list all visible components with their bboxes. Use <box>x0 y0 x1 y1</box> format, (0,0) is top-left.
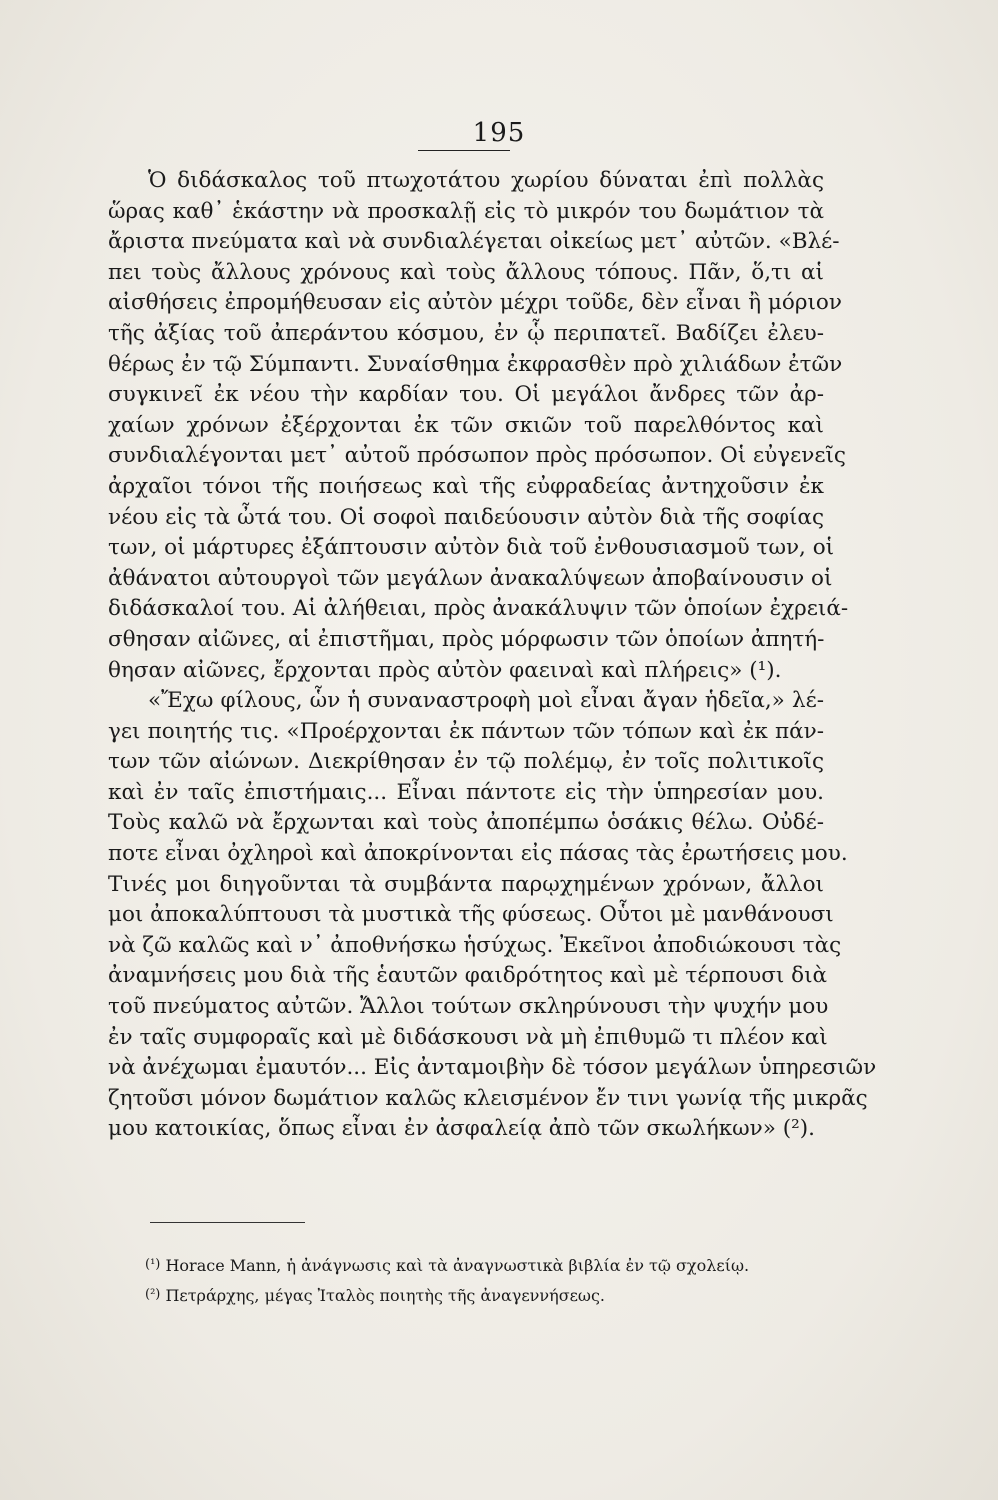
text-line: ἐν ταῖς συμφοραῖς καὶ μὲ διδάσκουσι νὰ μὴ ἐπιθυμῶ τι πλέον καὶ <box>108 1024 828 1050</box>
text-line: νέου εἰς τὰ ὦτά του. Οἱ σοφοὶ παιδεύουσιν αὐτὸν διὰ τῆς σοφίας <box>108 504 824 530</box>
text-line: συνδιαλέγονται μετ᾿ αὐτοῦ πρόσωπον πρὸς πρόσωπον. Οἱ εὐγενεῖς <box>108 443 846 469</box>
text-line: των τῶν αἰώνων. Διεκρίθησαν ἐν τῷ πολέμῳ, ἐν τοῖς πολιτικοῖς <box>108 749 824 775</box>
text-line: θέρως ἐν τῷ Σύμπαντι. Συναίσθημα ἐκφρασθὲν πρὸ χιλιάδων ἐτῶν <box>108 351 843 377</box>
body-text <box>108 166 877 1145</box>
text-line: ἀρχαῖοι τόνοι τῆς ποιήσεως καὶ τῆς εὐφραδείας ἀντηχοῦσιν ἐκ <box>108 473 824 499</box>
text-line: «Ἔχω φίλους, ὧν ἡ συναναστροφὴ μοὶ εἶναι ἄγαν ἡδεῖα,» λέ- <box>148 688 824 714</box>
footnote-marker: (²) <box>145 1287 161 1302</box>
text-line: ποτε εἶναι ὀχληροὶ καὶ ἀποκρίνονται εἰς πάσας τὰς ἐρωτήσεις μου. <box>108 841 848 867</box>
text-line: ὥρας καθ᾿ ἑκάστην νὰ προσκαλῇ εἰς τὸ μικρόν του δωμάτιον τὰ <box>108 198 824 224</box>
text-line: ἀναμνήσεις μου διὰ τῆς ἑαυτῶν φαιδρότητος καὶ μὲ τέρπουσι διὰ <box>108 963 828 989</box>
text-line: χαίων χρόνων ἐξέρχονται ἐκ τῶν σκιῶν τοῦ παρελθόντος καὶ <box>108 412 824 438</box>
text-line: θησαν αἰῶνες, ἔρχονται πρὸς αὐτὸν φαειναὶ καὶ πλήρεις» (¹). <box>108 657 782 683</box>
text-line: διδάσκαλοί του. Αἱ ἀλήθειαι, πρὸς ἀνακάλυψιν τῶν ὁποίων ἐχρειά- <box>108 596 849 622</box>
text-line: μου κατοικίας, ὅπως εἶναι ἐν ἀσφαλείᾳ ἀπὸ τῶν σκωλήκων» (²). <box>108 1116 815 1142</box>
text-line: αἰσθήσεις ἐπρομήθευσαν εἰς αὐτὸν μέχρι τοῦδε, δὲν εἶναι ἢ μόριον <box>108 290 842 316</box>
text-line: νὰ ἀνέχωμαι ἐμαυτόν... Εἰς ἀνταμοιβὴν δὲ τόσον μεγάλων ὑπηρεσιῶν <box>108 1055 877 1081</box>
text-line: ἀθάνατοι αὐτουργοὶ τῶν μεγάλων ἀνακαλύψεων ἀποβαίνουσιν οἱ <box>108 565 833 591</box>
text-line: των, οἱ μάρτυρες ἐξάπτουσιν αὐτὸν διὰ τοῦ ἐνθουσιασμοῦ των, οἱ <box>108 535 835 561</box>
footnote-1 <box>145 1250 845 1280</box>
text-line: γει ποιητής τις. «Προέρχονται ἐκ πάντων τῶν τόπων καὶ ἐκ πάν- <box>108 718 824 744</box>
text-line: πει τοὺς ἄλλους χρόνους καὶ τοὺς ἄλλους τόπους. Πᾶν, ὅ,τι αἱ <box>108 259 824 285</box>
text-line: τῆς ἀξίας τοῦ ἀπεράντου κόσμου, ἐν ᾧ περιπατεῖ. Βαδίζει ἐλευ- <box>108 320 824 346</box>
text-line: μοι ἀποκαλύπτουσι τὰ μυστικὰ τῆς φύσεως. Οὗτοι μὲ μανθάνουσι <box>108 902 834 928</box>
text-line: Τοὺς καλῶ νὰ ἔρχωνται καὶ τοὺς ἀποπέμπω ὁσάκις θέλω. Οὐδέ- <box>108 810 824 836</box>
footnote-marker: (¹) <box>145 1257 161 1272</box>
page-number-rule <box>418 150 510 151</box>
text-line: συγκινεῖ ἐκ νέου τὴν καρδίαν του. Οἱ μεγάλοι ἄνδρες τῶν ἀρ- <box>108 382 824 408</box>
text-line: ἄριστα πνεύματα καὶ νὰ συνδιαλέγεται οἰκείως μετ᾿ αὐτῶν. «Βλέ- <box>108 229 840 255</box>
text-line: Ὁ διδάσκαλος τοῦ πτωχοτάτου χωρίου δύναται ἐπὶ πολλὰς <box>148 168 824 193</box>
text-line: καὶ ἐν ταῖς ἐπιστήμαις... Εἶναι πάντοτε εἰς τὴν ὑπηρεσίαν μου. <box>108 779 824 805</box>
page-number: 195 <box>472 118 526 148</box>
text-line: τοῦ πνεύματος αὐτῶν. Ἄλλοι τούτων σκληρύνουσι τὴν ψυχήν μου <box>108 994 829 1020</box>
text-line: σθησαν αἰῶνες, αἱ ἐπιστῆμαι, πρὸς μόρφωσιν τῶν ὁποίων ἀπητή- <box>108 626 825 652</box>
footnote-text: Horace Mann, ἡ ἀνάγνωσις καὶ τὰ ἀναγνωστικὰ βιβλία ἐν τῷ σχολείῳ. <box>165 1256 750 1275</box>
footnote-rule <box>150 1222 305 1223</box>
footnotes <box>145 1250 845 1310</box>
text-line: ζητοῦσι μόνον δωμάτιον καλῶς κλεισμένον ἔν τινι γωνίᾳ τῆς μικρᾶς <box>108 1085 868 1111</box>
footnote-2 <box>145 1280 845 1310</box>
text-line: Τινές μοι διηγοῦνται τὰ συμβάντα παρῳχημένων χρόνων, ἄλλοι <box>108 871 824 897</box>
text-line: νὰ ζῶ καλῶς καὶ ν᾿ ἀποθνήσκω ἡσύχως. Ἐκεῖνοι ἀποδιώκουσι τὰς <box>108 932 842 958</box>
footnote-text: Πετράρχης, μέγας Ἰταλὸς ποιητὴς τῆς ἀναγεννήσεως. <box>165 1286 605 1305</box>
